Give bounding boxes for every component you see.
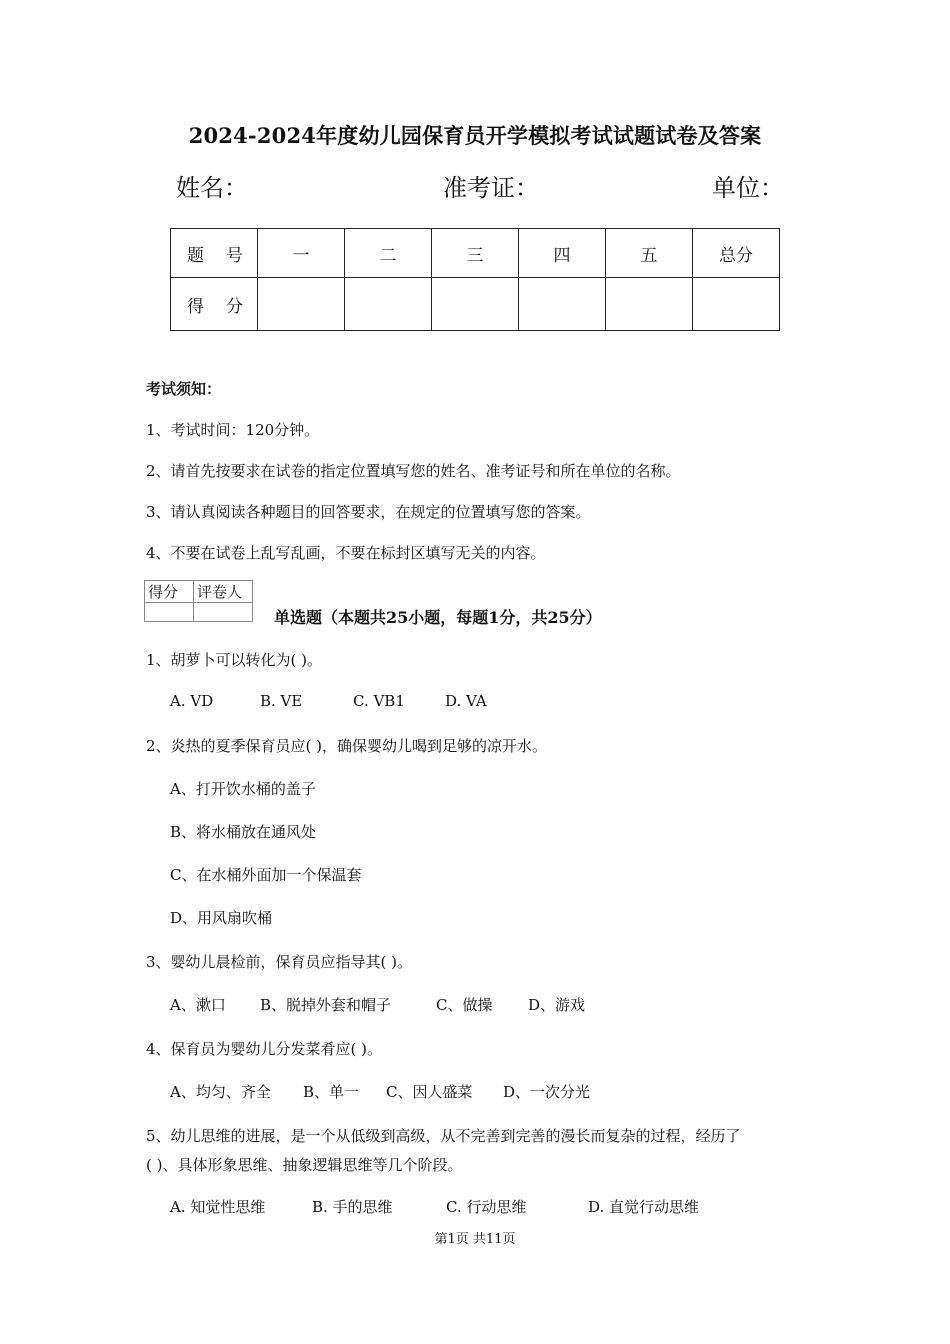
- option[interactable]: B. VE: [260, 692, 303, 710]
- row-head-char: 号: [226, 245, 243, 266]
- notice-item: 4、不要在试卷上乱写乱画，不要在标封区填写无关的内容。: [146, 544, 546, 562]
- question-text: 2、炎热的夏季保育员应( )，确保婴幼儿喝到足够的凉开水。: [146, 737, 548, 755]
- row-head-char: 得: [187, 296, 204, 317]
- row-head-question-number: [171, 229, 258, 278]
- exam-id-field-label: 准考证：: [443, 174, 539, 202]
- question-text-continued: ( )、具体形象思维、抽象逻辑思维等几个阶段。: [146, 1156, 463, 1174]
- notice-heading: 考试须知：: [146, 380, 222, 398]
- score-cell[interactable]: [432, 278, 519, 331]
- question-text: 4、保育员为婴幼儿分发菜肴应( )。: [146, 1040, 383, 1058]
- score-cell[interactable]: [693, 278, 780, 331]
- option[interactable]: C. 行动思维: [446, 1198, 527, 1216]
- row-head-char: 题: [187, 245, 204, 266]
- option[interactable]: A、打开饮水桶的盖子: [170, 780, 316, 798]
- option[interactable]: C. VB1: [353, 692, 405, 710]
- column-header: 五: [606, 229, 693, 278]
- grader-name-cell[interactable]: [194, 603, 253, 622]
- notice-item: 3、请认真阅读各种题目的回答要求，在规定的位置填写您的答案。: [146, 503, 591, 521]
- option[interactable]: D、一次分光: [503, 1083, 591, 1101]
- question-text: 5、幼儿思维的进展，是一个从低级到高级，从不完善到完善的漫长而复杂的过程，经历了: [146, 1127, 741, 1145]
- option[interactable]: B. 手的思维: [312, 1198, 393, 1216]
- grader-score-label: 得分: [145, 581, 194, 603]
- option[interactable]: C、因人盛菜: [386, 1083, 473, 1101]
- option[interactable]: A. VD: [170, 692, 214, 710]
- question-text: 3、婴幼儿晨检前，保育员应指导其( )。: [146, 953, 413, 971]
- score-table-score-row: [171, 278, 780, 331]
- score-table: [170, 228, 780, 331]
- option[interactable]: A. 知觉性思维: [170, 1198, 266, 1216]
- question-options: [170, 1081, 590, 1102]
- option[interactable]: B、单一: [303, 1083, 360, 1101]
- grader-name-label: 评卷人: [194, 581, 253, 603]
- column-header: 三: [432, 229, 519, 278]
- column-header: 二: [345, 229, 432, 278]
- column-header: 四: [519, 229, 606, 278]
- question-text: 1、胡萝卜可以转化为( )。: [146, 651, 323, 669]
- score-cell[interactable]: [519, 278, 606, 331]
- option[interactable]: C、做操: [436, 996, 493, 1014]
- score-cell[interactable]: [606, 278, 693, 331]
- grader-box: [144, 580, 253, 622]
- option[interactable]: D、用风扇吹桶: [170, 909, 273, 927]
- question-options: [170, 692, 487, 710]
- row-head-score: [171, 278, 258, 331]
- question-options: [170, 994, 585, 1015]
- option[interactable]: C、在水桶外面加一个保温套: [170, 866, 362, 884]
- question-options: [170, 1196, 699, 1217]
- column-header: 总分: [693, 229, 780, 278]
- row-head-char: 分: [226, 296, 243, 317]
- name-field-label: 姓名：: [176, 174, 248, 202]
- score-cell[interactable]: [345, 278, 432, 331]
- section-title: 单选题（本题共25小题，每题1分，共25分）: [274, 608, 602, 627]
- score-table-header-row: [171, 229, 780, 278]
- option[interactable]: A、均匀、齐全: [170, 1083, 271, 1101]
- unit-field-label: 单位：: [712, 174, 784, 202]
- document-title: 2024-2024年度幼儿园保育员开学模拟考试试题试卷及答案: [188, 123, 762, 148]
- grader-score-cell[interactable]: [145, 603, 194, 622]
- score-cell[interactable]: [258, 278, 345, 331]
- option[interactable]: B、将水桶放在通风处: [170, 823, 317, 841]
- notice-item: 2、请首先按要求在试卷的指定位置填写您的姓名、准考证号和所在单位的名称。: [146, 462, 681, 480]
- option[interactable]: D. 直觉行动思维: [588, 1198, 700, 1216]
- option[interactable]: D、游戏: [528, 996, 586, 1014]
- option[interactable]: B、脱掉外套和帽子: [260, 996, 392, 1014]
- option[interactable]: D. VA: [445, 692, 487, 710]
- column-header: 一: [258, 229, 345, 278]
- option[interactable]: A、漱口: [170, 996, 226, 1014]
- page-footer: 第1页 共11页: [434, 1232, 516, 1247]
- notice-item: 1、考试时间：120分钟。: [146, 421, 320, 439]
